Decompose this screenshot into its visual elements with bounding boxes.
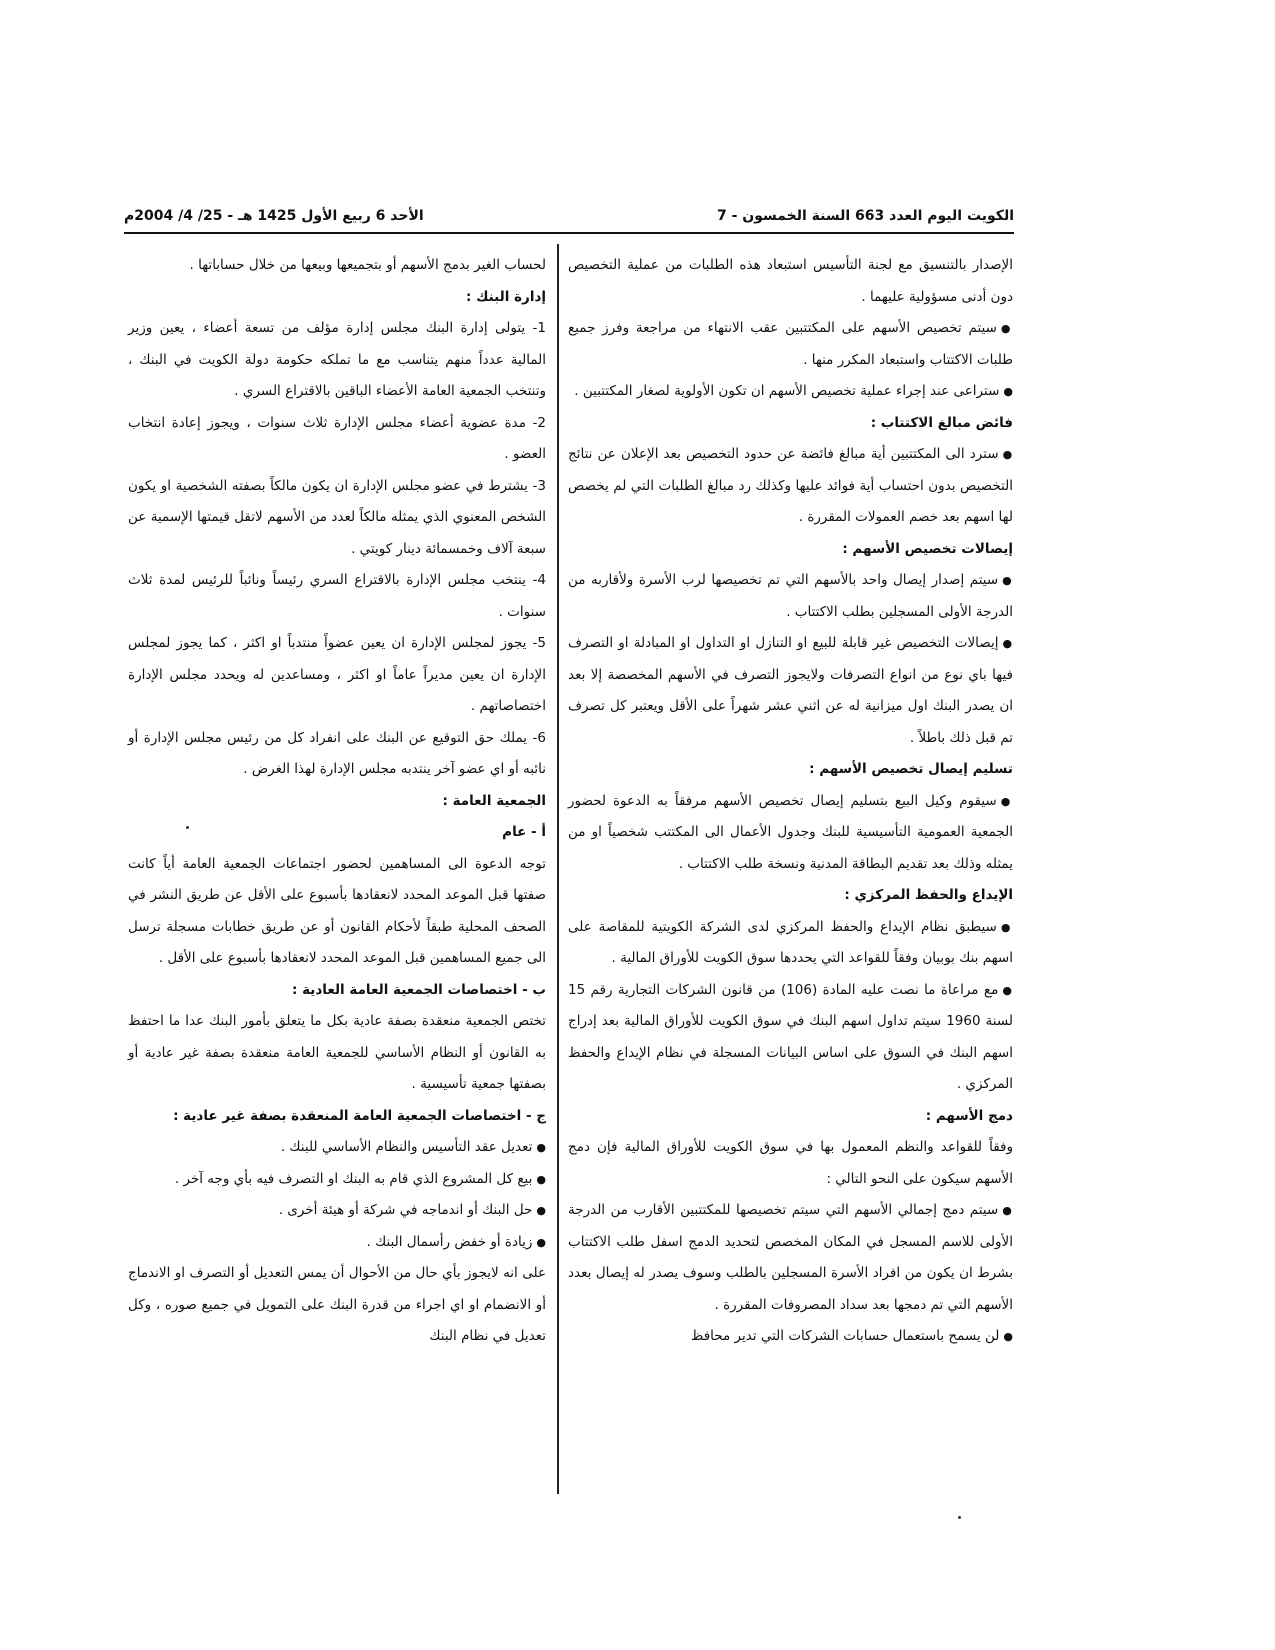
section-heading: ج - اختصاصات الجمعية العامة المنعقدة بصفة غير عادية : (173, 1107, 546, 1124)
column-divider (557, 244, 559, 1494)
paragraph: لحساب الغير بدمج الأسهم أو بتجميعها وبيعها من خلال حساباتها . (189, 257, 546, 273)
bullet-item: ● زيادة أو خفض رأسمال البنك . (128, 1227, 546, 1259)
section-heading: أ - عام (502, 824, 546, 840)
bullet-item: ● حل البنك أو اندماجه في شركة أو هيئة أخرى . (128, 1195, 546, 1227)
section-heading: فائض مبالغ الاكتتاب : (870, 414, 1013, 431)
paragraph: على انه لايجوز بأي حال من الأحوال أن يمس التعديل أو التصرف او الاندماج أو الانضمام او اي اجراء من قدرة البنك على التمويل في جميع صوره ، وكل تعديل في نظام البنك (128, 1265, 546, 1344)
left-column (128, 250, 546, 1353)
bullet-item: ● بيع كل المشروع الذي قام به البنك او التصرف فيه بأي وجه آخر . (128, 1164, 546, 1196)
section-heading: ب - اختصاصات الجمعية العامة العادية : (292, 981, 546, 998)
right-column (568, 250, 1013, 1353)
header-date: الأحد 6 ربيع الأول 1425 هـ - 25/ 4/ 2004م (124, 208, 424, 224)
paragraph: 2- مدة عضوية أعضاء مجلس الإدارة ثلاث سنوات ، ويجوز إعادة انتخاب العضو . (128, 414, 546, 462)
scan-speck (958, 1516, 961, 1519)
bullet-item: ● سيقوم وكيل البيع بتسليم إيصال تخصيص الأسهم مرفقاً به الدعوة لحضور الجمعية العمومية التأسيسية للبنك وجدول الأعمال الى المكتتب شخصياً او من يمثله وذلك بعد تقديم البطاقة المدنية ونسخة طلب الاكتتاب . (568, 786, 1013, 881)
page-header (124, 208, 1014, 234)
section-heading: إدارة البنك : (465, 288, 546, 305)
section-heading: دمج الأسهم : (925, 1107, 1013, 1124)
paragraph: 5- يجوز لمجلس الإدارة ان يعين عضواً منتدباً او اكثر ، كما يجوز لمجلس الإدارة ان يعين مديراً عاماً او اكثر ، ومساعدين له ويحدد مجلس الإدارة اختصاصاتهم . (128, 635, 546, 714)
paragraph: وفقاً للقواعد والنظم المعمول بها في سوق الكويت للأوراق المالية فإن دمج الأسهم سيكون على النحو التالي : (568, 1139, 1013, 1187)
bullet-item: ● مع مراعاة ما نصت عليه المادة (106) من قانون الشركات التجارية رقم 15 لسنة 1960 سيتم تداول اسهم البنك في سوق الكويت للأوراق المالية بعد إدراج اسهم البنك في السوق على اساس البيانات المسجلة في نظام الإيداع والحفظ المركزي . (568, 975, 1013, 1101)
bullet-item: ● إيصالات التخصيص غير قابلة للبيع او التنازل او التداول او المبادلة او التصرف فيها باي نوع من انواع التصرفات ولايجوز التصرف في الأسهم المخصصة إلا بعد ان يصدر البنك اول ميزانية له عن اثني عشر شهراً على الأقل ويعتبر كل تصرف تم قبل ذلك باطلاً . (568, 628, 1013, 754)
bullet-item: ● تعديل عقد التأسيس والنظام الأساسي للبنك . (128, 1132, 546, 1164)
bullet-item: ● سيطبق نظام الإيداع والحفظ المركزي لدى الشركة الكويتية للمقاصة على اسهم بنك بوبيان وفقاً للقواعد التي يحددها سوق الكويت للأوراق المالية . (568, 912, 1013, 975)
paragraph: 4- ينتخب مجلس الإدارة بالاقتراع السري رئيساً ونائباً للرئيس لمدة ثلاث سنوات . (128, 572, 546, 620)
paragraph: تختص الجمعية منعقدة بصفة عادية بكل ما يتعلق بأمور البنك عدا ما احتفظ به القانون أو النظام الأساسي للجمعية العامة منعقدة بصفة غير عادية أو بصفتها جمعية تأسيسية . (128, 1013, 546, 1092)
header-issue-info: الكويت اليوم العدد 663 السنة الخمسون - 7 (716, 208, 1014, 224)
paragraph: 1- يتولى إدارة البنك مجلس إدارة مؤلف من تسعة أعضاء ، يعين وزير المالية عدداً منهم يتناسب مع ما تملكه حكومة دولة الكويت في البنك ، وتنتخب الجمعية العامة الأعضاء الباقين بالاقتراع السري . (128, 320, 546, 399)
paragraph: توجه الدعوة الى المساهمين لحضور اجتماعات الجمعية العامة أياً كانت صفتها قبل الموعد المحدد لانعقادها بأسبوع على الأقل عن طريق النشر في الصحف المحلية طبقاً لأحكام القانون أو عن طريق خطابات مسجلة ترسل الى جميع المساهمين قبل الموعد المحدد لانعقادها بأسبوع على الأقل . (128, 855, 546, 966)
bullet-item: ● سيتم إصدار إيصال واحد بالأسهم التي تم تخصيصها لرب الأسرة ولأقاربه من الدرجة الأولى المسجلين بطلب الاكتتاب . (568, 565, 1013, 628)
bullet-item: ● سيتم تخصيص الأسهم على المكتتبين عقب الانتهاء من مراجعة وفرز جميع طلبات الاكتتاب واستبعاد المكرر منها . (568, 313, 1013, 376)
bullet-item: ● لن يسمح باستعمال حسابات الشركات التي تدير محافظ (568, 1321, 1013, 1353)
bullet-item: ● سترد الى المكتتبين أية مبالغ فائضة عن حدود التخصيص بعد الإعلان عن نتائج التخصيص بدون احتساب أية فوائد عليها وكذلك رد مبالغ الطلبات التي لم يخصص لها اسهم بعد خصم العمولات المقررة . (568, 439, 1013, 534)
scan-speck (186, 826, 189, 829)
paragraph: الإصدار بالتنسيق مع لجنة التأسيس استبعاد هذه الطلبات من عملية التخصيص دون أدنى مسؤولية عليهما . (568, 257, 1013, 305)
section-heading: إيصالات تخصيص الأسهم : (842, 540, 1013, 557)
section-heading: تسليم إيصال تخصيص الأسهم : (809, 761, 1013, 777)
section-heading: الإيداع والحفظ المركزي : (844, 887, 1013, 903)
paragraph: 6- يملك حق التوقيع عن البنك على انفراد كل من رئيس مجلس الإدارة أو نائبه أو اي عضو آخر ينتدبه مجلس الإدارة لهذا الغرض . (128, 729, 546, 777)
section-heading: الجمعية العامة : (442, 792, 546, 809)
bullet-item: ● ستراعى عند إجراء عملية تخصيص الأسهم ان تكون الأولوية لصغار المكتتبين . (568, 376, 1013, 408)
paragraph: 3- يشترط في عضو مجلس الإدارة ان يكون مالكاً بصفته الشخصية او يكون الشخص المعنوي الذي يمثله مالكاً لعدد من الأسهم لاتقل قيمتها الإسمية عن سبعة آلاف وخمسمائة دينار كويتي . (128, 477, 546, 557)
bullet-item: ● سيتم دمج إجمالي الأسهم التي سيتم تخصيصها للمكتتبين الأقارب من الدرجة الأولى للاسم المسجل في المكان المخصص لتحديد الدمج اسفل طلب الاكتتاب بشرط ان يكون من افراد الأسرة المسجلين بالطلب وسوف يصدر له إيصال بعدد الأسهم التي تم دمجها بعد سداد المصروفات المقررة . (568, 1195, 1013, 1321)
